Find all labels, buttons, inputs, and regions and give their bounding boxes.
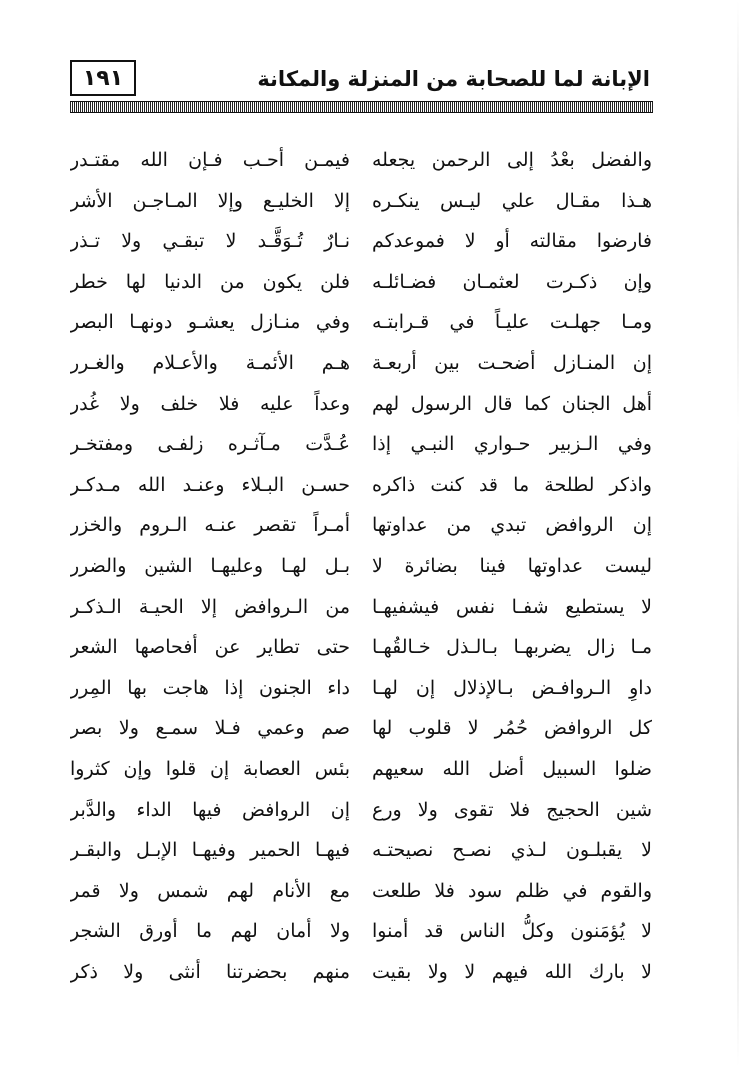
verse-line: إن الروافض فيها الداء والدَّبر	[70, 798, 350, 821]
verse-line: إلا الخليـع وإلا المـاجـن الأشر	[70, 189, 350, 212]
verse-line: مـا زال يضربهـا بـالـذل خـالقُهـا	[372, 636, 652, 659]
verse-line: وفي الـزبير حـواري النبـي إذا	[372, 433, 652, 456]
verse-line: لا يستطيع شفـا نفس فيشفيهـا	[372, 595, 652, 618]
verse-line: شين الحجيج فلا تقوى ولا ورع	[372, 798, 652, 821]
verse-line: ولا أمان لهم ما أورق الشجر	[70, 920, 350, 943]
verse-line: حتى تطاير عن أفحاصها الشعر	[70, 636, 350, 659]
verse-line: فيمـن أحـب فـإن الله مقتـدر	[70, 149, 350, 171]
verse-line: داوِ الـروافـض بـالإذلال إن لهـا	[372, 676, 652, 699]
verse-line: هـم الأئمـة والأعـلام والغـرر	[70, 351, 350, 374]
verse-line: من الـروافض إلا الحيـة الـذكـر	[70, 595, 350, 618]
verse-line: كل الروافض حُمُر لا قلوب لها	[372, 717, 652, 740]
verse-line: لا يقبلـون لـذي نصـح نصيحتـه	[372, 839, 652, 862]
verse-line: منهم بحضرتنا أنثى ولا ذكر	[70, 960, 350, 983]
page-number: ١٩١	[70, 60, 136, 96]
verse-line: وإن ذكـرت لعثمـان فضـائلـه	[372, 270, 652, 293]
verse-line: صم وعمي فـلا سمـع ولا بصر	[70, 717, 350, 740]
verse-line: أمـراً تقصر عنـه الـروم والخزر	[70, 514, 350, 537]
verse-line: وفي منـازل يعشـو دونهـا البصر	[70, 311, 350, 334]
verse-line: حسـن البـلاء وعنـد الله مـدكـر	[70, 473, 350, 496]
verse-line: نـارٌ تُـوَقَّـد لا تبقـي ولا تـذر	[70, 230, 350, 253]
verse-line: إن المنـازل أضحـت بين أربعـة	[372, 351, 652, 374]
verse-line: لا بارك الله فيهم لا ولا بقيت	[372, 960, 652, 983]
poem-right-column	[372, 140, 652, 992]
verse-line: إن الروافض تبدي من عداوتها	[372, 514, 652, 537]
verse-line: وعداً عليه فلا خلف ولا غُدر	[70, 392, 350, 415]
verse-line: مع الأنام لهم شمس ولا قمر	[70, 879, 350, 902]
verse-line: والقوم في ظلم سود فلا طلعت	[372, 879, 652, 902]
verse-line: أهل الجنان كما قال الرسول لهم	[372, 392, 652, 415]
running-title: الإبانة لما للصحابة من المنزلة والمكانة	[257, 67, 650, 91]
verse-line: فيهـا الحمير وفيهـا الإبـل والبقـر	[70, 839, 350, 862]
verse-line: عُـدَّت مـآثـره زلفـى ومفتخـر	[70, 433, 350, 456]
verse-line: والفضل بعْدُ إلى الرحمن يجعله	[372, 149, 652, 171]
verse-line: لا يُؤمَنون وكلُّ الناس قد أمنوا	[372, 920, 652, 943]
verse-line: داء الجنون إذا هاجت بها المِرر	[70, 676, 350, 699]
verse-line: فارضوا مقالته أو لا فموعدكم	[372, 230, 652, 253]
poem-left-column	[70, 140, 350, 992]
verse-line: بئس العصابة إن قلوا وإن كثروا	[70, 757, 350, 780]
verse-line: بـل لهـا وعليهـا الشين والضرر	[70, 554, 350, 577]
verse-line: ضلوا السبيل أضل الله سعيهم	[372, 757, 652, 780]
verse-line: هـذا مقـال علي ليـس ينكـره	[372, 189, 652, 212]
verse-line: ومـا جهلـت عليـاً في قـرابتـه	[372, 311, 652, 334]
verse-line: فلن يكون من الدنيا لها خطر	[70, 270, 350, 293]
header-divider	[70, 101, 653, 113]
page-edge-shadow	[737, 0, 739, 1067]
verse-line: ليست عداوتها فينا بضائرة لا	[372, 554, 652, 577]
verse-line: واذكر لطلحة ما قد كنت ذاكره	[372, 473, 652, 496]
